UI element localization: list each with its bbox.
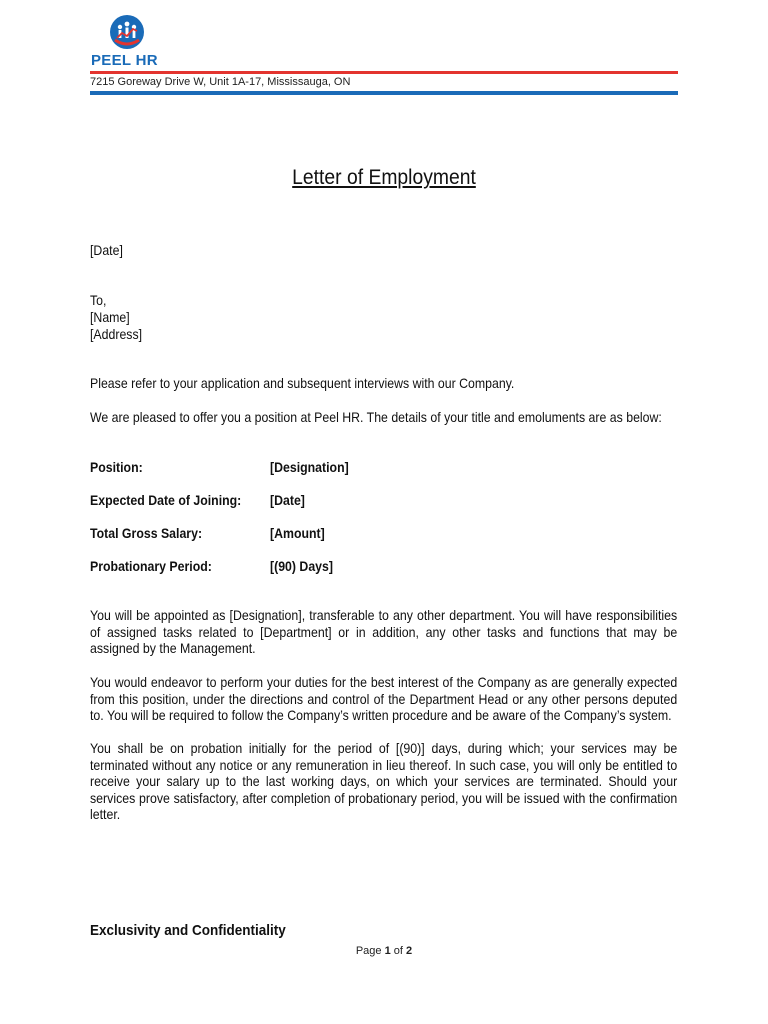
of-word: of bbox=[393, 945, 403, 957]
header-red-rule bbox=[90, 71, 678, 74]
company-logo bbox=[91, 14, 163, 70]
page-word: Page bbox=[355, 945, 382, 957]
detail-value: [Amount] bbox=[270, 525, 325, 541]
total-pages: 2 bbox=[406, 945, 413, 957]
body-paragraph: You will be appointed as [Designation], transferable to any other department. You will have responsibilities of assigned tasks related to [Department] or in addition, any other tasks and functions that may be assigned by the Management. bbox=[90, 607, 678, 656]
peel-hr-logo-icon bbox=[109, 14, 145, 50]
detail-label: Expected Date of Joining: bbox=[90, 492, 242, 508]
address-placeholder: [Address] bbox=[90, 326, 143, 342]
detail-label: Position: bbox=[90, 459, 143, 475]
detail-value: [Date] bbox=[270, 492, 305, 508]
header-blue-rule bbox=[90, 91, 678, 95]
page-footer bbox=[0, 945, 768, 957]
section-heading: Exclusivity and Confidentiality bbox=[90, 922, 286, 939]
letter-title: Letter of Employment bbox=[292, 166, 476, 189]
intro-paragraph-1: Please refer to your application and subsequent interviews with our Company. bbox=[90, 375, 515, 391]
detail-value: [Designation] bbox=[270, 459, 349, 475]
name-placeholder: [Name] bbox=[90, 309, 130, 325]
company-name: PEEL HR bbox=[91, 52, 158, 69]
company-address: 7215 Goreway Drive W, Unit 1A-17, Mississauga, ON bbox=[90, 76, 351, 88]
intro-paragraph-2: We are pleased to offer you a position at Peel HR. The details of your title and emoluments are as below: bbox=[90, 409, 662, 425]
detail-label: Total Gross Salary: bbox=[90, 525, 203, 541]
detail-value: [(90) Days] bbox=[270, 558, 334, 574]
body-paragraph: You shall be on probation initially for the period of [(90)] days, during which; your services may be terminated without any notice or any remuneration in lieu thereof. In such case, you will only be entitled to receive your salary up to the last working days, on which your services are terminated. Should your services prove satisfactory, after completion of probationary period, you will be issued with the confirmation letter. bbox=[90, 740, 678, 822]
current-page: 1 bbox=[384, 945, 391, 957]
detail-label: Probationary Period: bbox=[90, 558, 212, 574]
to-label: To, bbox=[90, 292, 107, 308]
date-placeholder: [Date] bbox=[90, 242, 123, 258]
body-paragraph: You would endeavor to perform your duties for the best interest of the Company as are generally expected from this position, under the directions and control of the Department Head or any other persons deputed to. You will be required to follow the Company’s written procedure and be aware of the Company’s system. bbox=[90, 674, 678, 723]
